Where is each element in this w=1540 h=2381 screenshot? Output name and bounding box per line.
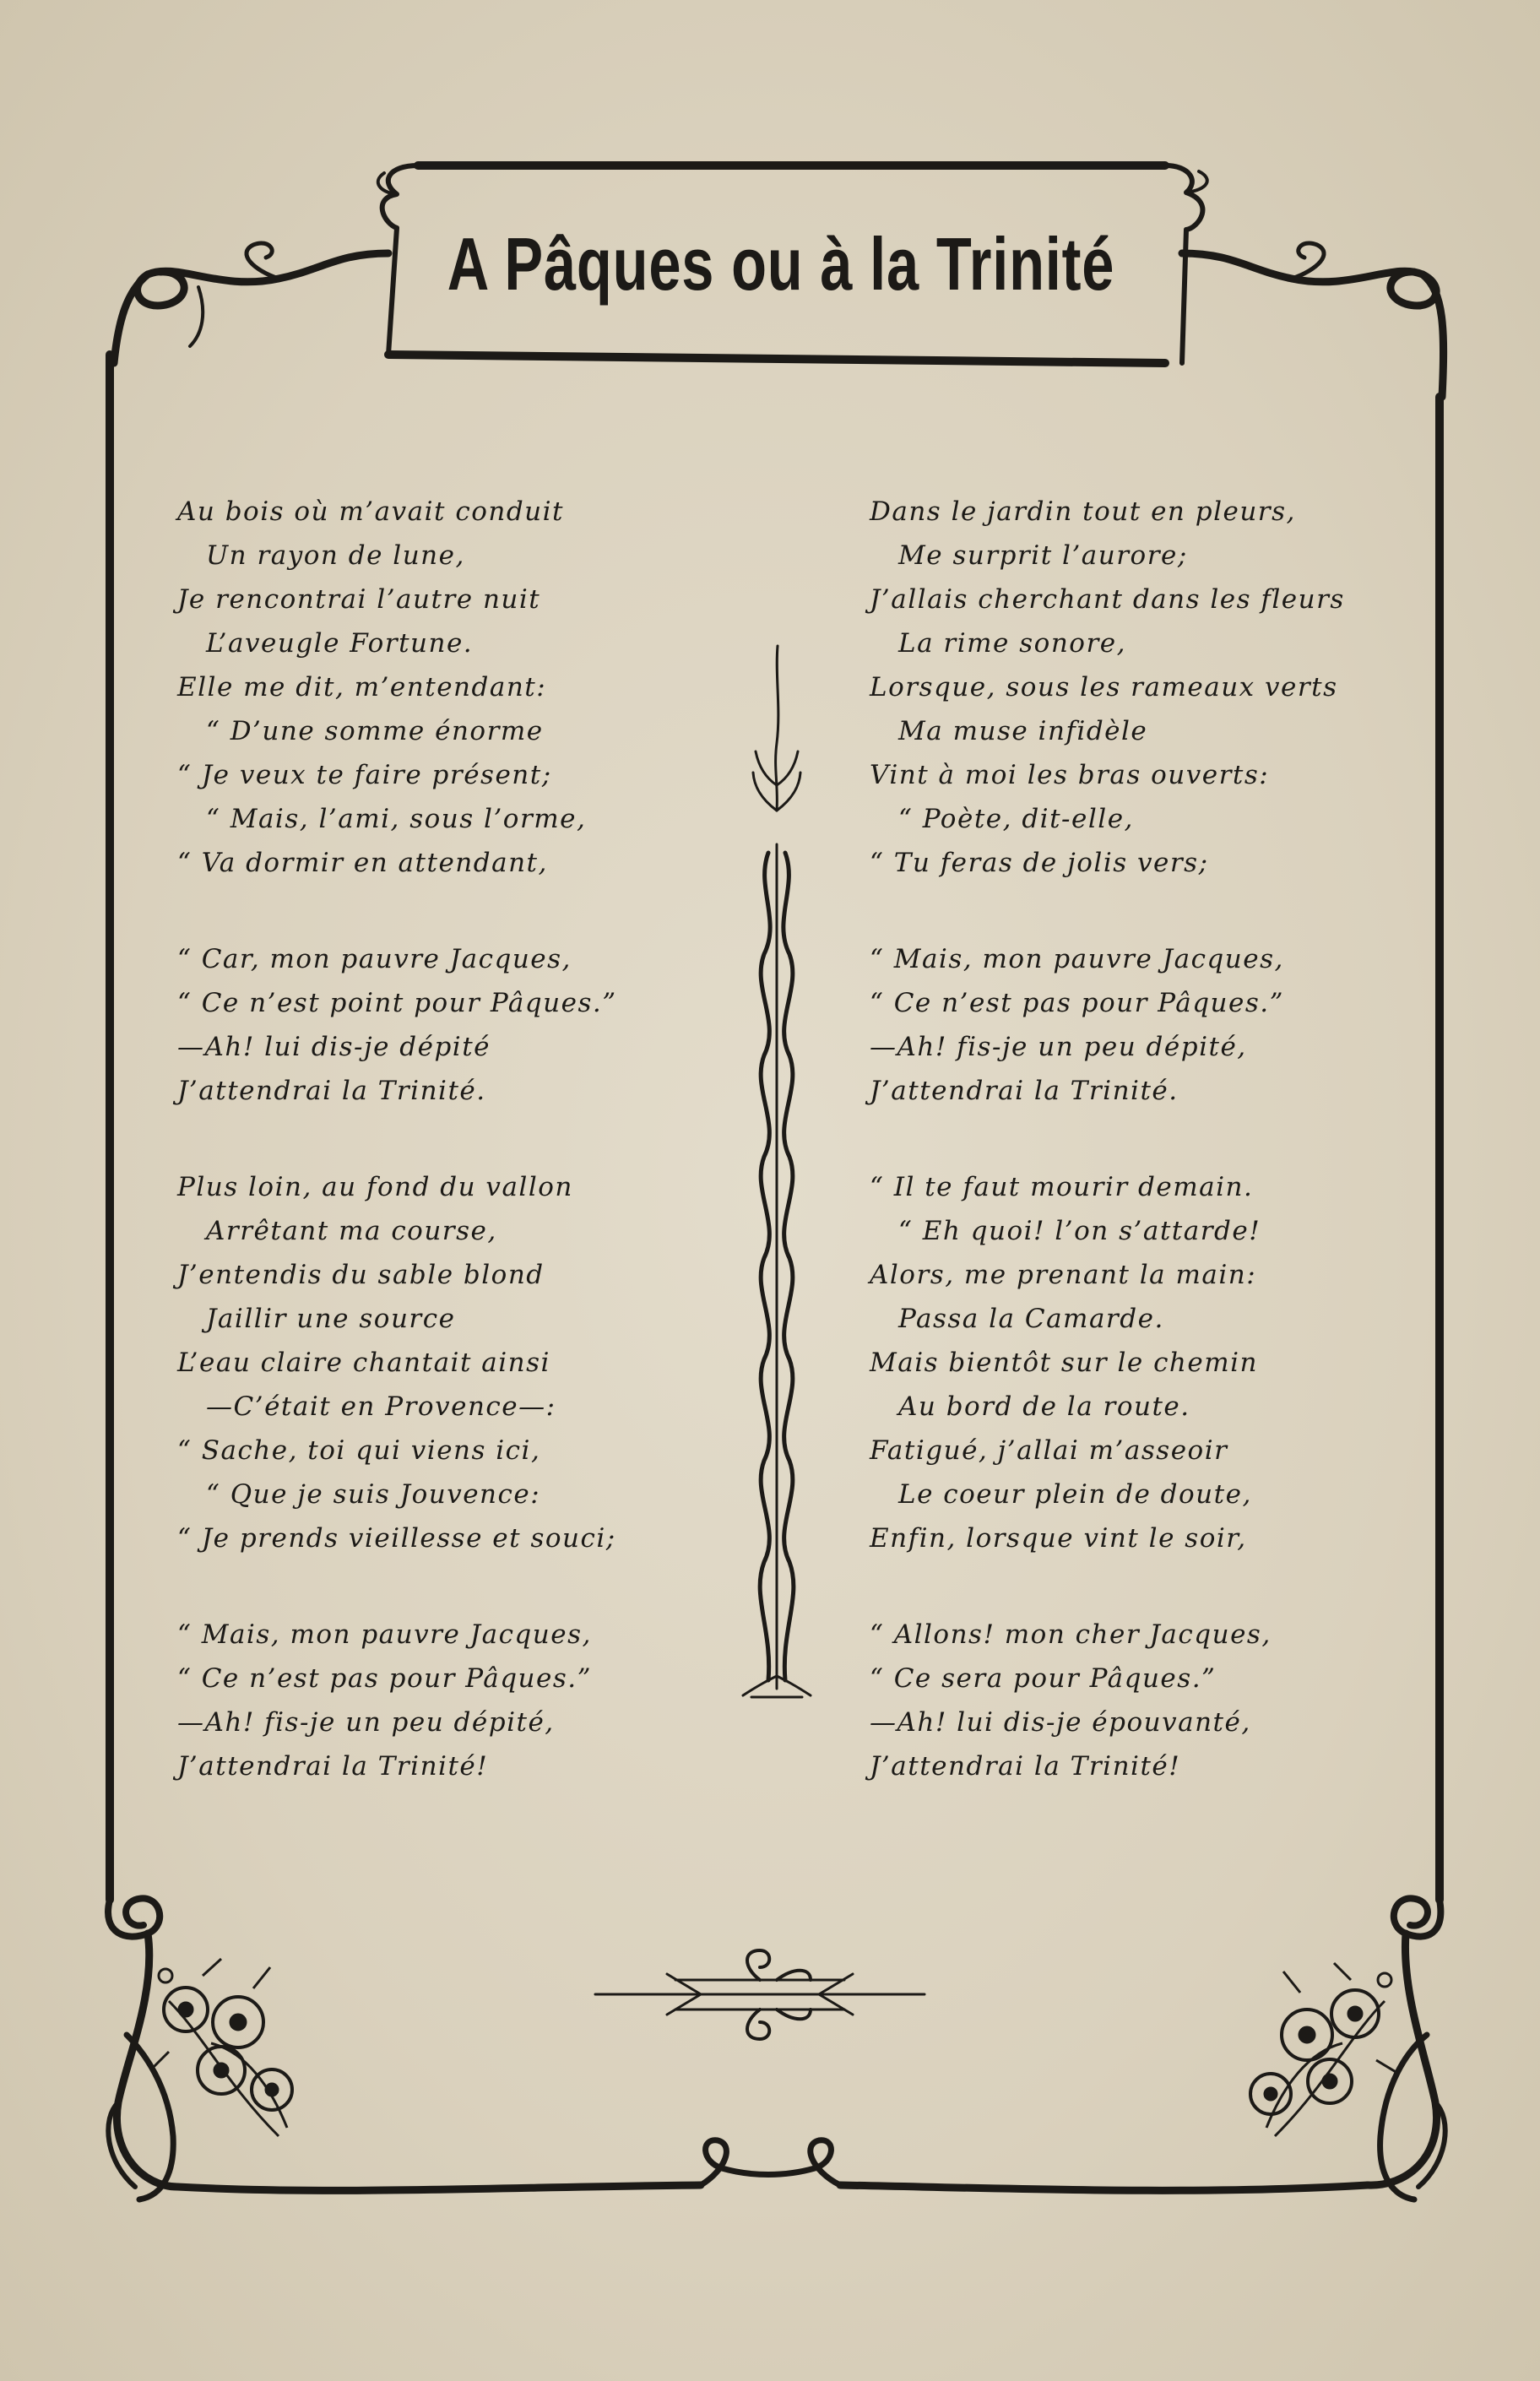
poem-line: “ D’une somme énorme bbox=[206, 716, 544, 746]
poem-line: Je rencontrai l’autre nuit bbox=[177, 584, 541, 615]
poem-line: “ Car, mon pauvre Jacques, bbox=[177, 944, 572, 974]
poem-line: “ Poète, dit-elle, bbox=[898, 804, 1134, 834]
page-title: A Pâques ou à la Trinité bbox=[447, 222, 1115, 306]
poem-stanza bbox=[870, 490, 1393, 885]
poem-line: “ Je prends vieillesse et souci; bbox=[177, 1523, 616, 1554]
poem-line: La rime sonore, bbox=[898, 628, 1126, 659]
poem-line: “ Mais, mon pauvre Jacques, bbox=[177, 1619, 592, 1650]
scroll-fleuron-icon bbox=[595, 1950, 925, 2039]
poem-line: “ Mais, l’ami, sous l’orme, bbox=[206, 804, 587, 834]
poem-line: —C’était en Provence—: bbox=[206, 1391, 556, 1422]
flower-bouquet-icon bbox=[152, 1959, 292, 2136]
poem-line: “ Sache, toi qui viens ici, bbox=[177, 1435, 541, 1466]
poem-line: L’eau claire chantait ainsi bbox=[177, 1348, 550, 1378]
poem-line: Alors, me prenant la main: bbox=[870, 1260, 1257, 1290]
poem-line: Au bois où m’avait conduit bbox=[177, 496, 564, 527]
poem-line: Plus loin, au fond du vallon bbox=[177, 1172, 573, 1202]
poem-line: Le coeur plein de doute, bbox=[898, 1479, 1252, 1510]
poem-line: J’attendrai la Trinité. bbox=[870, 1076, 1179, 1106]
poem-line: Enfin, lorsque vint le soir, bbox=[870, 1523, 1247, 1554]
poem-line: Vint à moi les bras ouverts: bbox=[870, 760, 1270, 790]
poem-line: Au bord de la route. bbox=[898, 1391, 1190, 1422]
poem-line: Passa la Camarde. bbox=[898, 1304, 1164, 1334]
poem-line: J’attendrai la Trinité. bbox=[177, 1076, 486, 1106]
poem-stanza bbox=[870, 1613, 1393, 1788]
poem-line: —Ah! lui dis-je dépité bbox=[177, 1032, 491, 1062]
poem-line: Fatigué, j’allai m’asseoir bbox=[870, 1435, 1228, 1466]
poem-column-right bbox=[870, 490, 1393, 1841]
poem-line: L’aveugle Fortune. bbox=[206, 628, 474, 659]
poem-line: Ma muse infidèle bbox=[898, 716, 1148, 746]
wheat-stalk-divider-icon bbox=[743, 646, 811, 1697]
poem-line: “ Ce n’est pas pour Pâques.” bbox=[870, 988, 1284, 1018]
poem-line: Un rayon de lune, bbox=[206, 540, 465, 571]
poem-stanza bbox=[177, 490, 684, 885]
poem-line: “ Je veux te faire présent; bbox=[177, 760, 552, 790]
poem-line: Elle me dit, m’entendant: bbox=[177, 672, 547, 702]
poem-line: J’allais cherchant dans les fleurs bbox=[870, 584, 1345, 615]
poem-stanza bbox=[870, 937, 1393, 1113]
poem-line: “ Allons! mon cher Jacques, bbox=[870, 1619, 1272, 1650]
poem-stanza bbox=[177, 937, 684, 1113]
flower-bouquet-icon bbox=[1250, 1963, 1397, 2136]
poem-line: Lorsque, sous les rameaux verts bbox=[870, 672, 1338, 702]
poem-line: “ Va dormir en attendant, bbox=[177, 848, 548, 878]
poem-stanza bbox=[177, 1165, 684, 1560]
poem-line: Jaillir une source bbox=[206, 1304, 456, 1334]
poem-line: “ Eh quoi! l’on s’attarde! bbox=[898, 1216, 1261, 1246]
poem-line: Dans le jardin tout en pleurs, bbox=[870, 496, 1296, 527]
poem-line: “ Ce n’est point pour Pâques.” bbox=[177, 988, 617, 1018]
poem-line: “ Ce sera pour Pâques.” bbox=[870, 1663, 1217, 1694]
poem-line: Me surprit l’aurore; bbox=[898, 540, 1188, 571]
poem-line: “ Mais, mon pauvre Jacques, bbox=[870, 944, 1284, 974]
poem-line: “ Il te faut mourir demain. bbox=[870, 1172, 1254, 1202]
poem-line: Arrêtant ma course, bbox=[206, 1216, 497, 1246]
poem-line: —Ah! fis-je un peu dépité, bbox=[870, 1032, 1247, 1062]
poem-column-left bbox=[177, 490, 684, 1841]
poem-line: —Ah! lui dis-je épouvanté, bbox=[870, 1707, 1251, 1738]
poem-line: “ Tu feras de jolis vers; bbox=[870, 848, 1209, 878]
poem-line: “ Que je suis Jouvence: bbox=[206, 1479, 541, 1510]
poem-line: Mais bientôt sur le chemin bbox=[870, 1348, 1259, 1378]
poem-line: J’entendis du sable blond bbox=[177, 1260, 545, 1290]
poem-line: J’attendrai la Trinité! bbox=[177, 1751, 489, 1782]
poem-line: “ Ce n’est pas pour Pâques.” bbox=[177, 1663, 592, 1694]
poem-line: J’attendrai la Trinité! bbox=[870, 1751, 1181, 1782]
poem-stanza bbox=[177, 1613, 684, 1788]
poem-line: —Ah! fis-je un peu dépité, bbox=[177, 1707, 555, 1738]
poem-stanza bbox=[870, 1165, 1393, 1560]
